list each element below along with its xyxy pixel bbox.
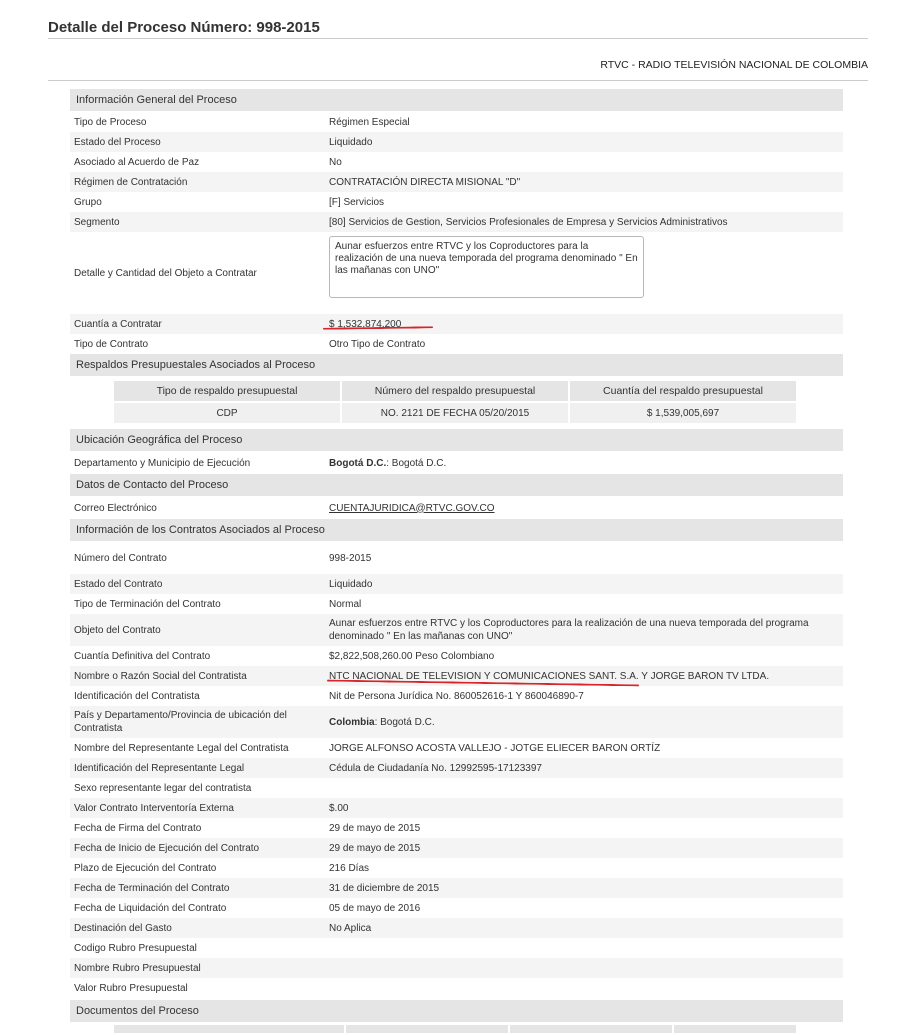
- label-nombre-rubro: Nombre Rubro Presupuestal: [74, 962, 201, 974]
- budget-table: [112, 379, 798, 425]
- label-estado-contrato: Estado del Contrato: [74, 578, 163, 590]
- row-id-representante: [70, 758, 843, 778]
- budget-col-cuantia: Cuantía del respaldo presupuestal: [570, 381, 796, 401]
- page-title: Detalle del Proceso Número: 998-2015: [48, 19, 320, 36]
- label-razon-social: Nombre o Razón Social del Contratista: [74, 670, 247, 682]
- value-geo-dept: Bogotá D.C.: [329, 457, 387, 469]
- geo-rows: [70, 452, 843, 474]
- row-terminacion-tipo: [70, 594, 843, 614]
- table-row: [114, 403, 796, 423]
- section-documents: Documentos del Proceso: [70, 1000, 843, 1023]
- label-tipo-contrato: Tipo de Contrato: [74, 338, 149, 350]
- budget-cell-tipo: CDP: [114, 403, 340, 423]
- row-representante: [70, 738, 843, 758]
- row-acuerdo-paz: [70, 152, 843, 172]
- label-detalle: Detalle y Cantidad del Objeto a Contratar: [74, 267, 257, 279]
- value-razon-social: NTC NACIONAL DE TELEVISION Y COMUNICACIONES SANT. S.A. Y JORGE BARON TV LTDA.: [329, 670, 770, 682]
- value-fecha-terminacion: 31 de diciembre de 2015: [329, 882, 440, 894]
- row-sexo: [70, 778, 843, 798]
- value-tipo-contrato: Otro Tipo de Contrato: [329, 338, 426, 350]
- label-acuerdo-paz: Asociado al Acuerdo de Paz: [74, 156, 200, 168]
- label-sexo: Sexo representante legar del contratista: [74, 782, 252, 794]
- label-destinacion: Destinación del Gasto: [74, 922, 172, 934]
- row-destinacion: [70, 918, 843, 938]
- value-codigo-rubro: [323, 938, 843, 958]
- label-interventoria: Valor Contrato Interventoría Externa: [74, 802, 234, 814]
- value-plazo: 216 Días: [329, 862, 370, 874]
- row-tipo-proceso: [70, 112, 843, 132]
- documents-col-3: [510, 1025, 672, 1033]
- contract-rows: [70, 542, 843, 998]
- value-sexo: [323, 778, 843, 798]
- label-ubicacion: País y Departamento/Provincia de ubicación del Contratista: [74, 710, 287, 734]
- value-identificacion: Nit de Persona Jurídica No. 860052616-1 Y 860046890-7: [329, 690, 584, 702]
- row-fecha-inicio: [70, 838, 843, 858]
- title-divider: [48, 38, 868, 39]
- value-numero-contrato: 998-2015: [329, 552, 372, 564]
- value-terminacion-tipo: Normal: [329, 598, 362, 610]
- value-regimen: CONTRATACIÓN DIRECTA MISIONAL "D": [329, 176, 521, 188]
- budget-header-row: [114, 381, 796, 401]
- documents-col-4: [674, 1025, 796, 1033]
- value-detalle-wrapper: [323, 232, 843, 314]
- label-fecha-terminacion: Fecha de Terminación del Contrato: [74, 882, 230, 894]
- value-estado-proceso: Liquidado: [329, 136, 373, 148]
- label-plazo: Plazo de Ejecución del Contrato: [74, 862, 217, 874]
- row-identificacion: [70, 686, 843, 706]
- budget-col-tipo: Tipo de respaldo presupuestal: [114, 381, 340, 401]
- label-cuantia: Cuantía a Contratar: [74, 318, 162, 330]
- label-segmento: Segmento: [74, 216, 120, 228]
- value-email-wrapper: [323, 497, 843, 519]
- documents-col-2: [346, 1025, 508, 1033]
- value-segmento: [80] Servicios de Gestion, Servicios Profesionales de Empresa y Servicios Administrativos: [329, 216, 728, 228]
- value-fecha-liquidacion: 05 de mayo de 2016: [329, 902, 421, 914]
- label-identificacion: Identificación del Contratista: [74, 690, 200, 702]
- label-tipo-proceso: Tipo de Proceso: [74, 116, 147, 128]
- value-nombre-rubro: [323, 958, 843, 978]
- contact-rows: [70, 497, 843, 519]
- process-detail-content: [70, 89, 843, 1035]
- documents-col-1: [114, 1025, 344, 1033]
- value-valor-rubro: [323, 978, 843, 998]
- row-email: [70, 497, 843, 519]
- general-rows: [70, 112, 843, 354]
- value-acuerdo-paz: No: [329, 156, 342, 168]
- label-representante: Nombre del Representante Legal del Contratista: [74, 742, 289, 754]
- row-nombre-rubro: [70, 958, 843, 978]
- row-tipo-contrato: [70, 334, 843, 354]
- detalle-textarea[interactable]: Aunar esfuerzos entre RTVC y los Coproductores para la realización de una nueva temporada del programa denominado " En las mañanas con UNO": [329, 236, 644, 298]
- row-segmento: [70, 212, 843, 232]
- value-cuantia: $ 1,532,874,200: [329, 318, 402, 330]
- value-ubicacion-country: Colombia: [329, 716, 375, 728]
- row-estado-contrato: [70, 574, 843, 594]
- section-contact: Datos de Contacto del Proceso: [70, 474, 843, 497]
- row-objeto: [70, 614, 843, 646]
- label-geo: Departamento y Municipio de Ejecución: [74, 457, 251, 469]
- label-valor-rubro: Valor Rubro Presupuestal: [74, 982, 188, 994]
- row-interventoria: [70, 798, 843, 818]
- row-codigo-rubro: [70, 938, 843, 958]
- documents-header-row: [114, 1025, 796, 1033]
- row-fecha-firma: [70, 818, 843, 838]
- budget-cell-numero: NO. 2121 DE FECHA 05/20/2015: [342, 403, 568, 423]
- value-cuantia-def: $2,822,508,260.00 Peso Colombiano: [329, 650, 495, 662]
- label-codigo-rubro: Codigo Rubro Presupuestal: [74, 942, 197, 954]
- row-geo: [70, 452, 843, 474]
- row-cuantia-def: [70, 646, 843, 666]
- value-geo-city: : Bogotá D.C.: [386, 457, 447, 469]
- row-regimen: [70, 172, 843, 192]
- row-grupo: [70, 192, 843, 212]
- value-ubicacion-city: : Bogotá D.C.: [374, 716, 435, 728]
- value-fecha-firma: 29 de mayo de 2015: [329, 822, 421, 834]
- row-detalle: [70, 232, 843, 314]
- section-contracts: Información de los Contratos Asociados al Proceso: [70, 519, 843, 542]
- value-geo: [323, 452, 843, 474]
- row-estado-proceso: [70, 132, 843, 152]
- budget-col-numero: Número del respaldo presupuestal: [342, 381, 568, 401]
- value-representante: JORGE ALFONSO ACOSTA VALLEJO - JOTGE ELIECER BARON ORTÍZ: [329, 742, 661, 754]
- row-fecha-terminacion: [70, 878, 843, 898]
- label-cuantia-def: Cuantía Definitiva del Contrato: [74, 650, 211, 662]
- value-tipo-proceso: Régimen Especial: [329, 116, 410, 128]
- row-ubicacion: [70, 706, 843, 738]
- row-cuantia: [70, 314, 843, 334]
- email-link[interactable]: CUENTAJURIDICA@RTVC.GOV.CO: [329, 502, 495, 514]
- value-objeto: Aunar esfuerzos entre RTVC y los Coproductores para la realización de una nueva temporada del programa denominado " En las mañanas con UNO": [329, 618, 809, 642]
- value-id-representante: Cédula de Ciudadanía No. 12992595-17123397: [329, 762, 542, 774]
- documents-table: [112, 1023, 798, 1035]
- label-terminacion-tipo: Tipo de Terminación del Contrato: [74, 598, 221, 610]
- label-email: Correo Electrónico: [74, 502, 157, 514]
- label-objeto: Objeto del Contrato: [74, 624, 161, 636]
- row-plazo: [70, 858, 843, 878]
- row-fecha-liquidacion: [70, 898, 843, 918]
- value-ubicacion: [323, 706, 843, 738]
- row-numero-contrato: [70, 542, 843, 574]
- section-general: Información General del Proceso: [70, 89, 843, 112]
- row-valor-rubro: [70, 978, 843, 998]
- value-interventoria: $.00: [329, 802, 349, 814]
- label-grupo: Grupo: [74, 196, 102, 208]
- label-fecha-liquidacion: Fecha de Liquidación del Contrato: [74, 902, 227, 914]
- section-geo: Ubicación Geográfica del Proceso: [70, 429, 843, 452]
- budget-cell-cuantia: $ 1,539,005,697: [570, 403, 796, 423]
- label-estado-proceso: Estado del Proceso: [74, 136, 161, 148]
- budget-wrapper: [70, 377, 843, 429]
- value-fecha-inicio: 29 de mayo de 2015: [329, 842, 421, 854]
- entity-name: RTVC - RADIO TELEVISIÓN NACIONAL DE COLOMBIA: [600, 59, 868, 71]
- label-regimen: Régimen de Contratación: [74, 176, 188, 188]
- value-destinacion: No Aplica: [329, 922, 372, 934]
- label-id-representante: Identificación del Representante Legal: [74, 762, 245, 774]
- value-estado-contrato: Liquidado: [329, 578, 373, 590]
- value-grupo: [F] Servicios: [329, 196, 385, 208]
- entity-divider: [48, 80, 868, 81]
- label-fecha-firma: Fecha de Firma del Contrato: [74, 822, 202, 834]
- label-numero-contrato: Número del Contrato: [74, 552, 167, 564]
- label-fecha-inicio: Fecha de Inicio de Ejecución del Contrato: [74, 842, 260, 854]
- section-budget: Respaldos Presupuestales Asociados al Proceso: [70, 354, 843, 377]
